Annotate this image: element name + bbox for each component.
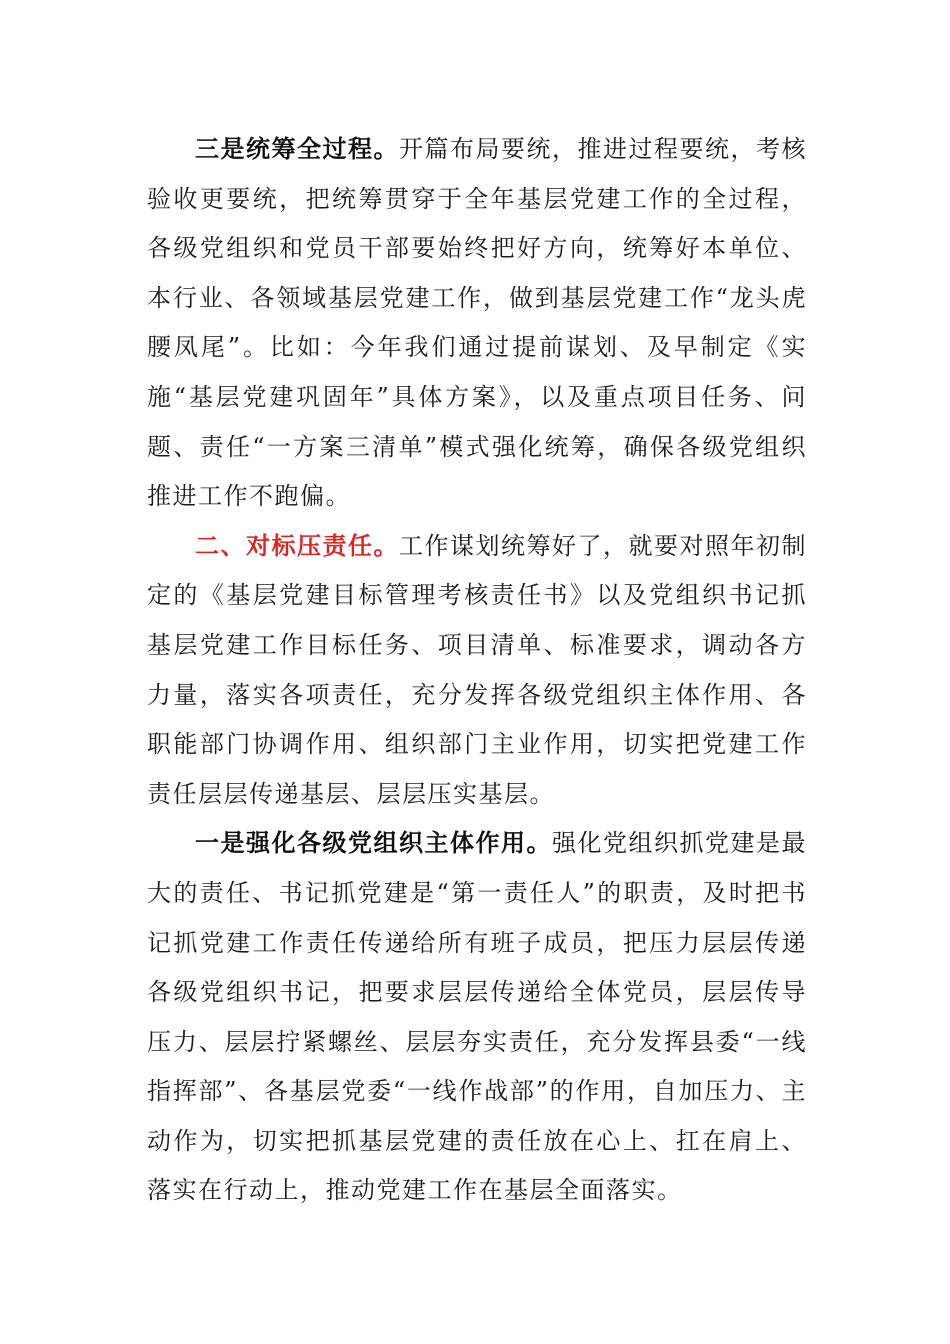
paragraph-1-text: 开篇布局要统，推进过程要统，考核验收更要统，把统筹贯穿于全年基层党建工作的全过程，各级党组织和党员干部要始终把好方向，统筹好本单位、本行业、各领域基层党建工作，做到基层党建工作“龙头虎腰凤尾”。比如：今年我们通过提前谋划、及早制定《实施“基层党建巩固年”具体方案》，以及重点项目任务、问题、责任“一方案三清单”模式强化统筹，确保各级党组织推进工作不跑偏。	[147, 135, 807, 511]
document-body	[147, 125, 807, 1216]
paragraph-3-text: 强化党组织抓党建是最大的责任、书记抓党建是“第一责任人”的职责，及时把书记抓党建工作责任传递给所有班子成员，把压力层层传递各级党组织书记，把要求层层传递给全体党员，层层传导压力、层层拧紧螺丝、层层夯实责任，充分发挥县委“一线指挥部”、各基层党委“一线作战部”的作用，自加压力、主动作为，切实把抓基层党建的责任放在心上、扛在肩上、落实在行动上，推动党建工作在基层全面落实。	[147, 829, 807, 1205]
paragraph-2-text: 工作谋划统筹好了，就要对照年初制定的《基层党建目标管理考核责任书》以及党组织书记抓基层党建工作目标任务、项目清单、标准要求，调动各方力量，落实各项责任，充分发挥各级党组织主体作用、各职能部门协调作用、组织部门主业作用，切实把党建工作责任层层传递基层、层层压实基层。	[147, 531, 807, 808]
paragraph-2-heading: 二、对标压责任。	[195, 531, 399, 560]
paragraph-1-heading: 三是统筹全过程。	[195, 135, 399, 163]
paragraph-3	[147, 819, 807, 1216]
paragraph-1	[147, 125, 807, 522]
paragraph-3-heading: 一是强化各级党组织主体作用。	[195, 829, 552, 858]
paragraph-2	[147, 522, 807, 820]
